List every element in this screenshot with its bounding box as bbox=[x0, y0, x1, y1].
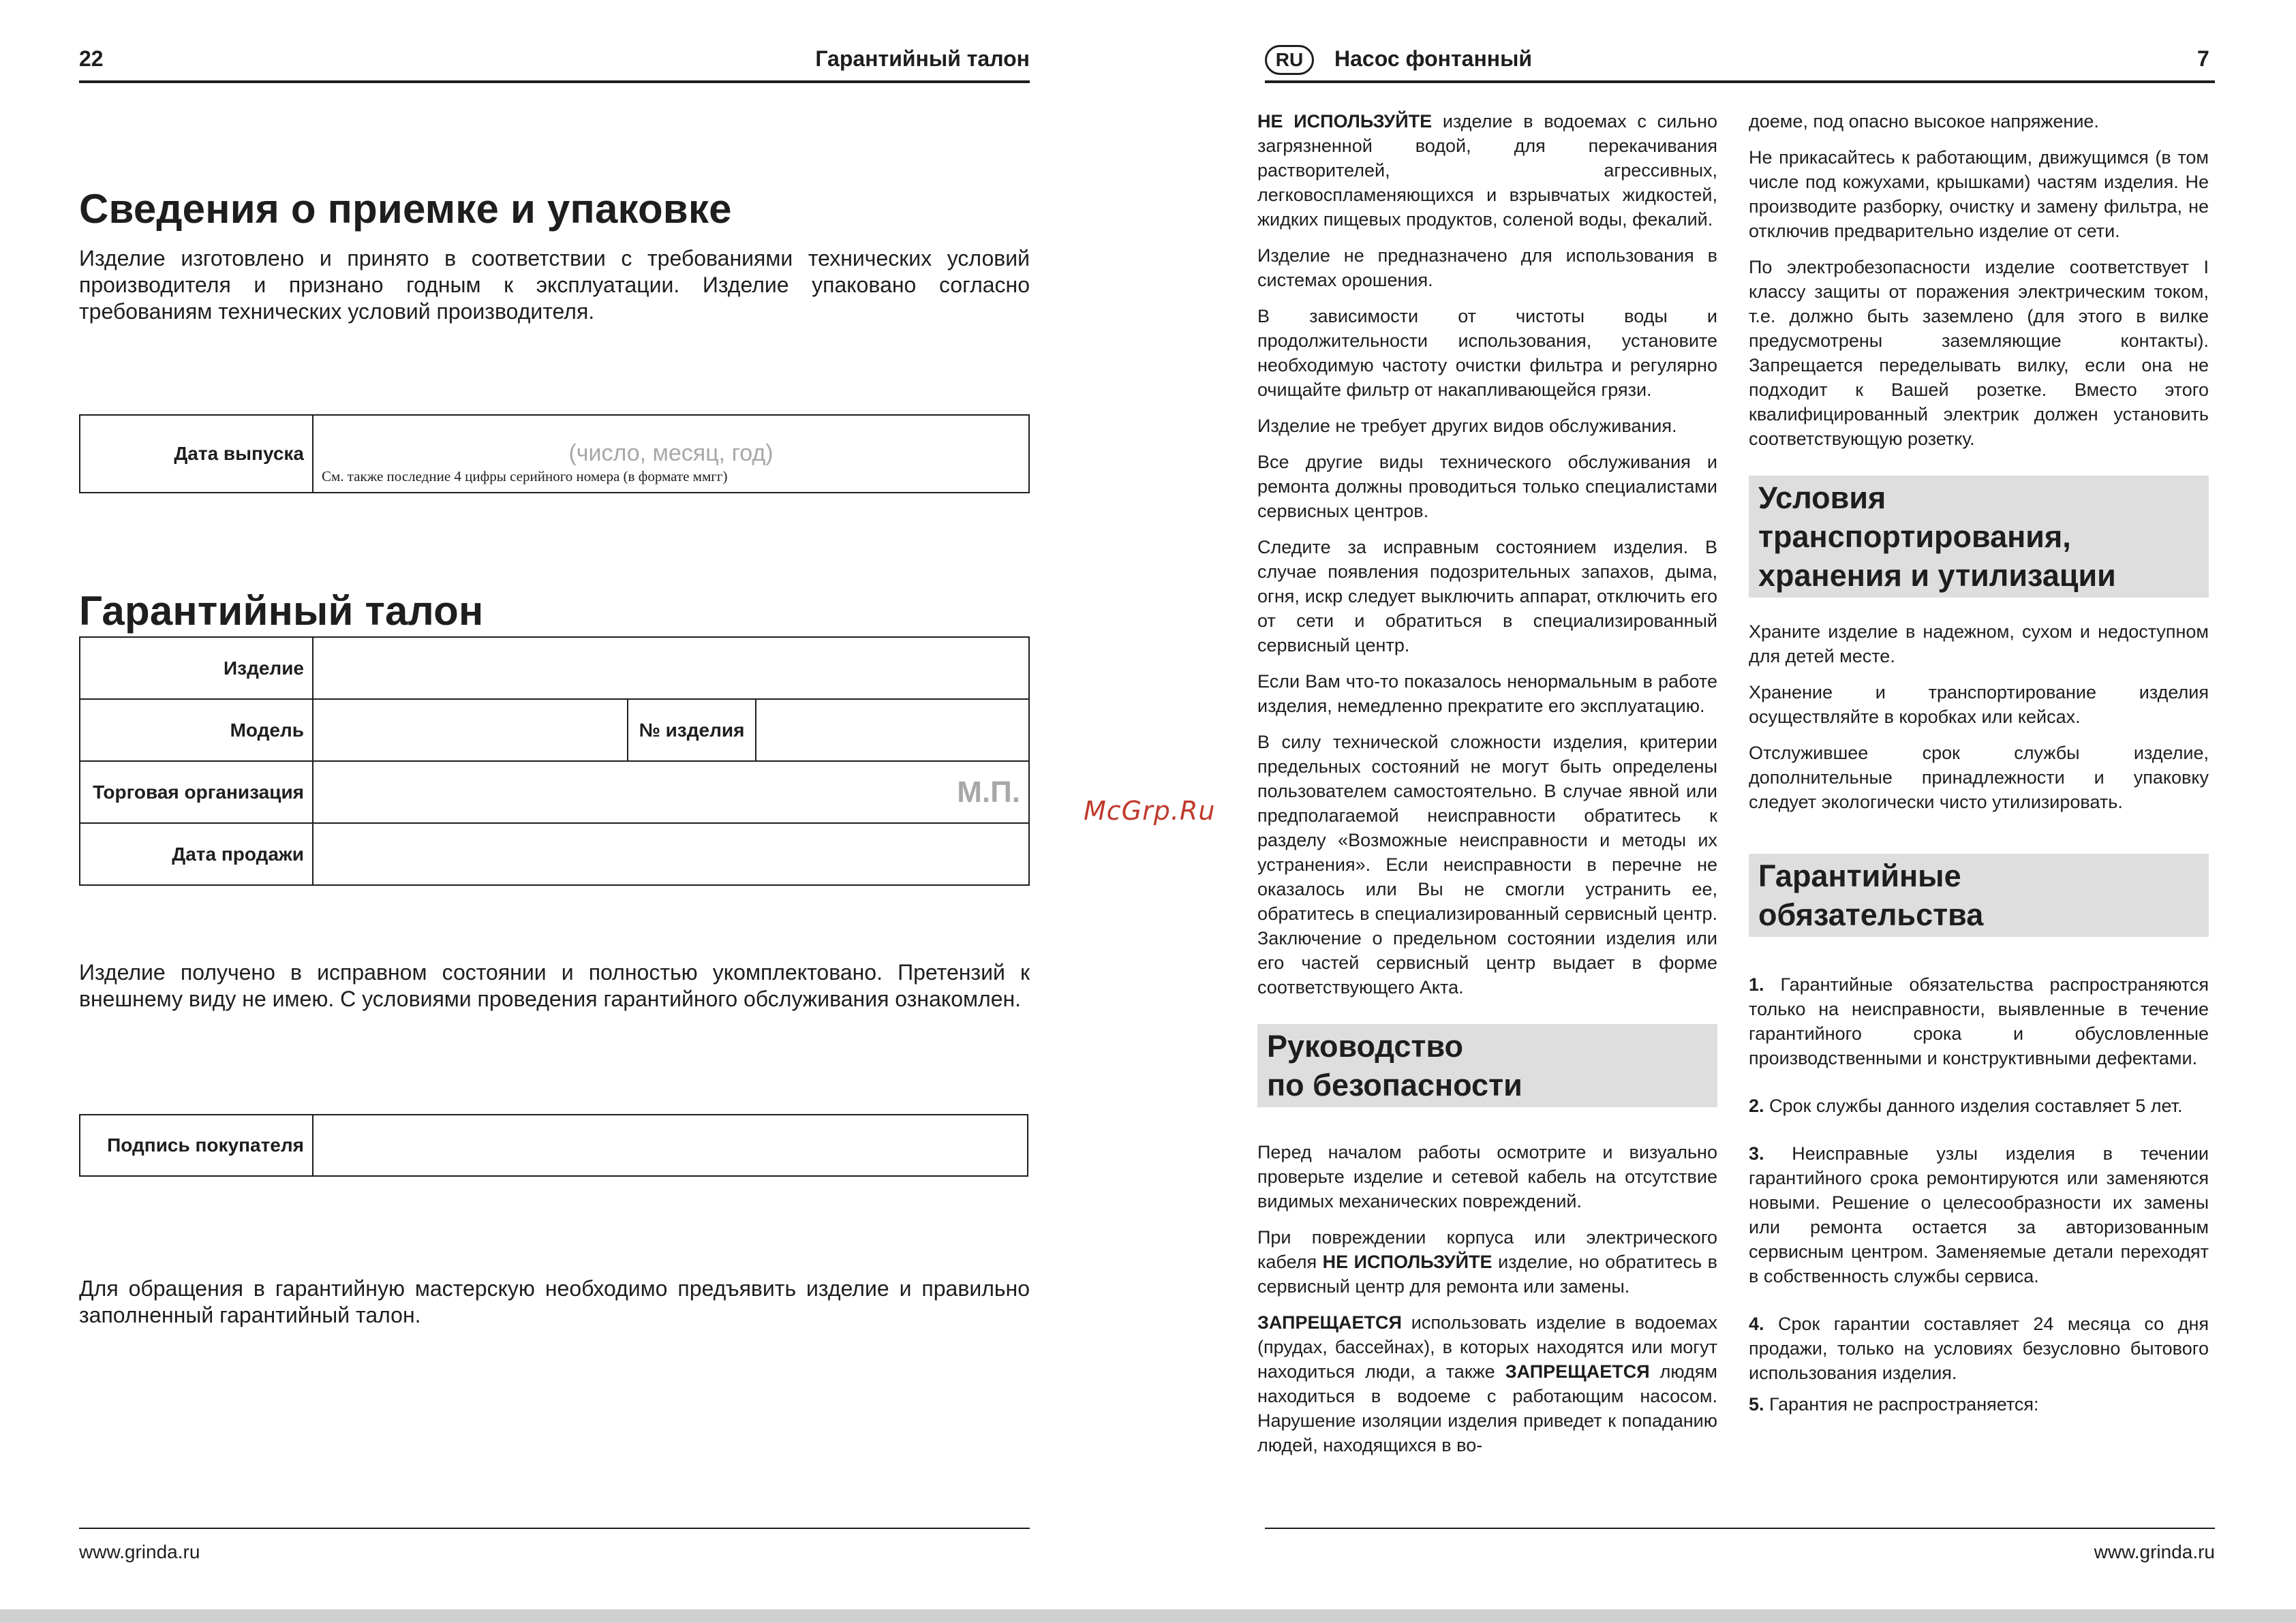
item-number-field[interactable] bbox=[756, 699, 1029, 761]
warranty-item: 4. Срок гарантии составляет 24 месяца со дня продажи, только на условиях безусловно бытового использования изделия. bbox=[1749, 1314, 2209, 1383]
trade-organization-label: Торговая организация bbox=[80, 761, 313, 823]
right-footer-rule bbox=[1265, 1528, 2215, 1529]
paragraph-inspection: Перед началом работы осмотрите и визуально проверьте изделие и сетевой кабель на отсутствие видимых механических повреждений. bbox=[1257, 1142, 1717, 1211]
right-header-rule bbox=[1265, 80, 2215, 83]
paragraph-filter: В зависимости от чистоты воды и продолжительности использования, установите необходимую частоту очистки фильтра и регулярно очищайте фильтр от накапливающейся грязи. bbox=[1257, 306, 1717, 400]
warranty-item: 3. Неисправные узлы изделия в течении гарантийного срока ремонтируются или заменяются новыми. Решение о целесообразности их замены или ремонта остается за авторизованным сервисным центром. Заменяемые детали переходят в собственность службы сервиса. bbox=[1749, 1143, 2209, 1286]
product-field[interactable] bbox=[313, 637, 1029, 699]
paragraph-electrical-safety: По электробезопасности изделие соответствует I классу защиты от поражения электрическим током, т.е. должно быть заземлено (для этого в вилке предусмотрены заземляющие контакты). Запрещается переделывать вилку, если она не подходит к Вашей розетке. Вместо этого квалифицированный электрик должен установить соответствующую розетку. bbox=[1749, 257, 2209, 449]
paragraph-service: Все другие виды технического обслуживания и ремонта должны проводиться только специалистами сервисных центров. bbox=[1257, 452, 1717, 521]
warranty-obligations-heading: Гарантийные обязательства bbox=[1749, 854, 2209, 937]
paragraph-disposal: Отслужившее срок службы изделие, дополнительные принадлежности и упаковку следует экологически чисто утилизировать. bbox=[1749, 743, 2209, 812]
paragraph-damage: При повреждении корпуса или электрического кабеля НЕ ИСПОЛЬЗУЙТЕ изделие, но обратитесь в сервисный центр для ремонта или замены. bbox=[1257, 1227, 1717, 1297]
right-page-number: 7 bbox=[2197, 46, 2209, 71]
received-statement: Изделие получено в исправном состоянии и полностью укомплектовано. Претензий к внешнему виду не имею. С условиями проведения гарантийного обслуживания ознакомлен. bbox=[79, 960, 1030, 1011]
release-date-table bbox=[79, 414, 1030, 493]
warranty-item: 5. Гарантия не распространяется: bbox=[1749, 1394, 2039, 1415]
paragraph-limit-states: В силу технической сложности изделия, критерии предельных состояний не могут быть определены пользователем самостоятельно. В случае явной или предполагаемой неисправности обратитесь к разделу «Возможные неисправности и методы их устранения». Если неисправности в перечне не оказалось или Вы не смогли устранить ее, обратитесь в специализированный сервисный центр. Заключение о предельном состоянии изделия или его частей сервисный центр выдает в форме соответствующего Акта. bbox=[1257, 732, 1717, 998]
product-label: Изделие bbox=[80, 637, 313, 699]
sale-date-label: Дата продажи bbox=[80, 823, 313, 885]
paragraph-voltage: доеме, под опасно высокое напряжение. bbox=[1749, 111, 2099, 132]
paragraph-irrigation: Изделие не предназначено для использования в системах орошения. bbox=[1257, 245, 1717, 290]
release-date-note: См. также последние 4 цифры серийного номера (в формате ммгг) bbox=[322, 468, 728, 484]
model-field[interactable] bbox=[313, 699, 628, 761]
paragraph-prohibited: ЗАПРЕЩАЕТСЯ использовать изделие в водоемах (прудах, бассейнах), в которых находятся или могут находиться люди, а также ЗАПРЕЩАЕТСЯ людям находиться в водоеме с работающим насосом. Нарушение изоляции изделия приведет к попаданию людей, находящихся в во- bbox=[1257, 1312, 1717, 1455]
signature-label: Подпись покупателя bbox=[80, 1115, 313, 1176]
item-number-label: № изделия bbox=[628, 699, 756, 761]
warranty-item: 1. Гарантийные обязательства распространяются только на неисправности, выявленные в течение гарантийного срока и обусловленные производственными и конструктивными дефектами. bbox=[1749, 974, 2209, 1068]
right-column-1 bbox=[1257, 109, 1717, 1469]
paragraph-transport: Хранение и транспортирование изделия осуществляйте в коробках или кейсах. bbox=[1749, 682, 2209, 727]
paragraph-moving-parts: Не прикасайтесь к работающим, движущимся (в том числе под кожухами, крышками) частям изделия. Не производите разборку, очистку и замену фильтра, не отключив предварительно изделие от сети. bbox=[1749, 147, 2209, 241]
stamp-placeholder: М.П. bbox=[957, 775, 1020, 809]
warranty-item: 2. Срок службы данного изделия составляет 5 лет. bbox=[1749, 1096, 2183, 1116]
release-date-field[interactable] bbox=[313, 415, 1029, 493]
left-footer-rule bbox=[79, 1528, 1030, 1529]
paragraph-maintenance: Изделие не требует других видов обслуживания. bbox=[1257, 416, 1677, 436]
acceptance-text: Изделие изготовлено и принято в соответствии с требованиями технических условий производителя и признано годным к эксплуатации. Изделие упаковано согласно требованиям технических условий производителя. bbox=[79, 246, 1030, 324]
bottom-edge-band bbox=[0, 1609, 2296, 1623]
transport-heading: Условия транспортирования, хранения и утилизации bbox=[1749, 476, 2209, 598]
release-date-label: Дата выпуска bbox=[80, 415, 313, 493]
trade-organization-field[interactable] bbox=[313, 761, 1029, 823]
model-label: Модель bbox=[80, 699, 313, 761]
watermark-logo: McGrp.Ru bbox=[1084, 796, 1216, 826]
safety-heading: Руководство по безопасности bbox=[1257, 1024, 1717, 1107]
sale-date-field[interactable] bbox=[313, 823, 1029, 885]
left-footer-url[interactable]: www.grinda.ru bbox=[79, 1541, 200, 1562]
paragraph-condition: Следите за исправным состоянием изделия. В случае появления подозрительных запахов, дыма, огня, искр следует выключить аппарат, отключить его от сети и обратиться в специализированный сервисный центр. bbox=[1257, 537, 1717, 655]
signature-field[interactable] bbox=[313, 1115, 1028, 1176]
paragraph-abnormal: Если Вам что-то показалось ненормальным в работе изделия, немедленно прекратите его эксплуатацию. bbox=[1257, 671, 1717, 716]
contact-statement: Для обращения в гарантийную мастерскую необходимо предъявить изделие и правильно заполненный гарантийный талон. bbox=[79, 1276, 1030, 1327]
right-footer-url[interactable]: www.grinda.ru bbox=[2094, 1541, 2215, 1562]
right-header-title: Насос фонтанный bbox=[1334, 46, 1533, 71]
language-badge: RU bbox=[1265, 45, 1314, 75]
warranty-card-heading: Гарантийный талон bbox=[79, 588, 484, 634]
left-header-rule bbox=[79, 80, 1030, 83]
right-column-2 bbox=[1749, 109, 2209, 1428]
acceptance-heading: Сведения о приемке и упаковке bbox=[79, 186, 732, 232]
signature-table bbox=[79, 1114, 1028, 1177]
left-page-number: 22 bbox=[79, 46, 104, 71]
release-date-placeholder: (число, месяц, год) bbox=[568, 440, 774, 466]
paragraph-storage: Храните изделие в надежном, сухом и недоступном для детей месте. bbox=[1749, 621, 2209, 666]
left-header-title: Гарантийный талон bbox=[815, 46, 1030, 71]
warranty-card-table bbox=[79, 636, 1030, 886]
paragraph-misuse: НЕ ИСПОЛЬЗУЙТЕ изделие в водоемах с сильно загрязненной водой, для перекачивания растворителей, агрессивных, легковоспламеняющихся и взрывчатых жидкостей, жидких пищевых продуктов, соленой воды, фекалий. bbox=[1257, 111, 1718, 230]
